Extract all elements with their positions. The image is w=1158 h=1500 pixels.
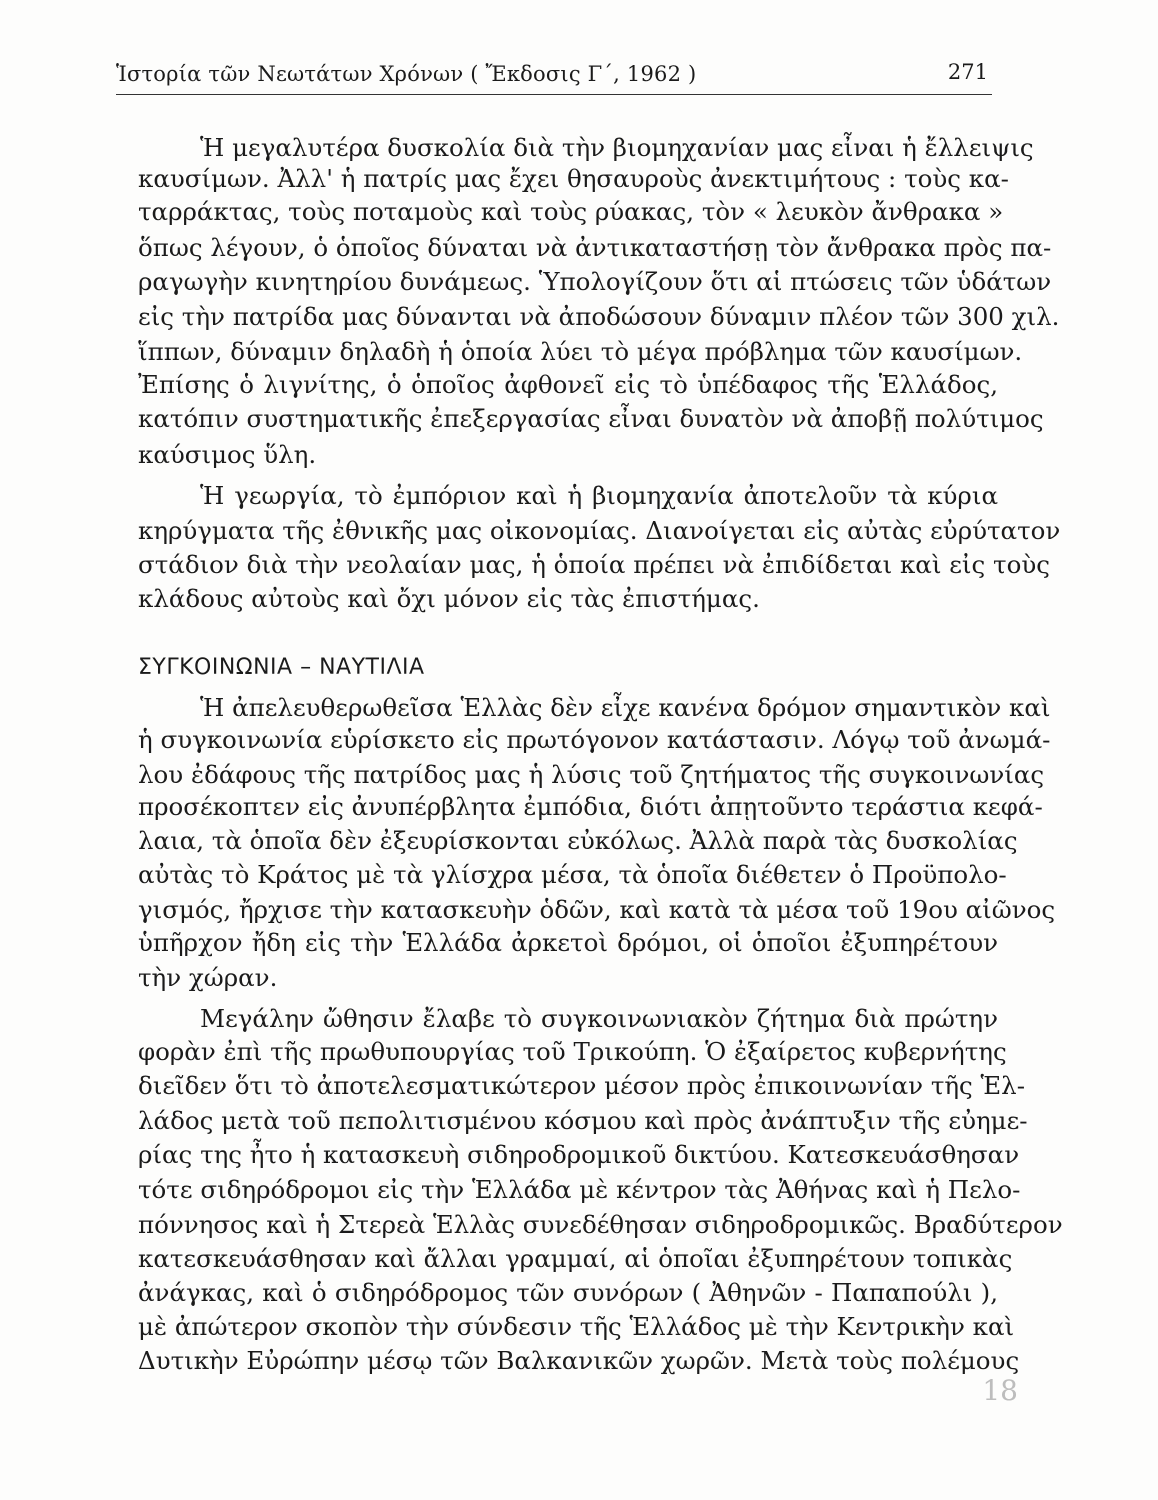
paragraph-line: ἵππων, δύναμιν δηλαδὴ ἡ ὁποία λύει τὸ μέγα πρόβλημα τῶν καυσίμων. bbox=[138, 337, 1023, 366]
section-heading: ΣΥΓΚΟΙΝΩΝΙΑ – ΝΑΥΤΙΛΙΑ bbox=[138, 655, 425, 680]
paragraph-line: πόννησος καὶ ἡ Στερεὰ Ἑλλὰς συνεδέθησαν σιδηροδρομικῶς. Βραδύτερον bbox=[138, 1210, 1063, 1239]
paragraph-line: κατεσκευάσθησαν καὶ ἄλλαι γραμμαί, αἱ ὁποῖαι ἐξυπηρέτουν τοπικὰς bbox=[138, 1244, 1013, 1273]
header-rule bbox=[116, 94, 992, 95]
paragraph-line: Ἐπίσης ὁ λιγνίτης, ὁ ὁποῖος ἀφθονεῖ εἰς τὸ ὑπέδαφος τῆς Ἑλλάδος, bbox=[138, 370, 998, 399]
paragraph-line: προσέκοπτεν εἰς ἀνυπέρβλητα ἐμπόδια, διότι ἀπῃτοῦντο τεράστια κεφά- bbox=[138, 792, 1043, 821]
paragraph-line: Μεγάλην ὤθησιν ἔλαβε τὸ συγκοινωνιακὸν ζήτημα διὰ πρώτην bbox=[200, 1004, 998, 1033]
running-title: Ἱστορία τῶν Νεωτάτων Χρόνων ( Ἔκδοσις Γ΄, 1962 ) bbox=[116, 62, 697, 86]
paragraph-line: ραγωγὴν κινητηρίου δυνάμεως. Ὑπολογίζουν ὅτι αἱ πτώσεις τῶν ὑδάτων bbox=[138, 267, 1052, 296]
paragraph-line: στάδιον διὰ τὴν νεολαίαν μας, ἡ ὁποία πρέπει νὰ ἐπιδίδεται καὶ εἰς τοὺς bbox=[138, 550, 1050, 579]
paragraph-line: διεῖδεν ὅτι τὸ ἀποτελεσματικώτερον μέσον πρὸς ἐπικοινωνίαν τῆς Ἑλ- bbox=[138, 1071, 1025, 1100]
paragraph-line: καύσιμος ὕλη. bbox=[138, 440, 317, 469]
paragraph-line: ἀνάγκας, καὶ ὁ σιδηρόδρομος τῶν συνόρων ( Ἀθηνῶν - Παπαπούλι ), bbox=[138, 1278, 998, 1307]
paragraph-line: κατόπιν συστηματικῆς ἐπεξεργασίας εἶναι δυνατὸν νὰ ἀποβῇ πολύτιμος bbox=[138, 404, 1044, 433]
paragraph-line: ὑπῆρχον ἤδη εἰς τὴν Ἑλλάδα ἀρκετοὶ δρόμοι, οἱ ὁποῖοι ἐξυπηρέτουν bbox=[138, 928, 998, 957]
paragraph-line: τότε σιδηρόδρομοι εἰς τὴν Ἑλλάδα μὲ κέντρον τὰς Ἀθήνας καὶ ἡ Πελο- bbox=[138, 1175, 1021, 1204]
paragraph-line: καυσίμων. Ἀλλ' ἡ πατρίς μας ἔχει θησαυροὺς ἀνεκτιμήτους : τοὺς κα- bbox=[138, 164, 1009, 193]
paragraph-line: ρίας της ἦτο ἡ κατασκευὴ σιδηροδρομικοῦ δικτύου. Κατεσκευάσθησαν bbox=[138, 1140, 1020, 1169]
paragraph-line: κλάδους αὐτοὺς καὶ ὄχι μόνον εἰς τὰς ἐπιστήμας. bbox=[138, 584, 760, 613]
paragraph-line: αὐτὰς τὸ Κράτος μὲ τὰ γλίσχρα μέσα, τὰ ὁποῖα διέθετεν ὁ Προϋπολο- bbox=[138, 860, 1007, 889]
paragraph-line: τὴν χώραν. bbox=[138, 963, 278, 992]
paragraph-line: λου ἐδάφους τῆς πατρίδος μας ἡ λύσις τοῦ ζητήματος τῆς συγκοινωνίας bbox=[138, 760, 1045, 789]
paragraph-line: Ἡ ἀπελευθερωθεῖσα Ἑλλὰς δὲν εἶχε κανένα δρόμον σημαντικὸν καὶ bbox=[200, 693, 1051, 722]
paragraph-line: μὲ ἀπώτερον σκοπὸν τὴν σύνδεσιν τῆς Ἑλλάδος μὲ τὴν Κεντρικὴν καὶ bbox=[138, 1312, 1015, 1341]
paragraph-line: γισμός, ἤρχισε τὴν κατασκευὴν ὁδῶν, καὶ κατὰ τὰ μέσα τοῦ 19ου αἰῶνος bbox=[138, 895, 1056, 924]
page-number: 271 bbox=[947, 60, 988, 84]
show-through-number: 18 bbox=[982, 1374, 1018, 1407]
paragraph-line: Ἡ γεωργία, τὸ ἐμπόριον καὶ ἡ βιομηχανία ἀποτελοῦν τὰ κύρια bbox=[200, 481, 998, 510]
paragraph-line: εἰς τὴν πατρίδα μας δύνανται νὰ ἀποδώσουν δύναμιν πλέον τῶν 300 χιλ. bbox=[138, 302, 1060, 331]
running-header bbox=[116, 58, 992, 94]
paragraph-line: ἡ συγκοινωνία εὑρίσκετο εἰς πρωτόγονον κατάστασιν. Λόγῳ τοῦ ἀνωμά- bbox=[138, 725, 1051, 754]
paragraph-line: λαια, τὰ ὁποῖα δὲν ἐξευρίσκονται εὐκόλως. Ἀλλὰ παρὰ τὰς δυσκολίας bbox=[138, 826, 1018, 855]
paragraph-line: Δυτικὴν Εὐρώπην μέσῳ τῶν Βαλκανικῶν χωρῶν. Μετὰ τοὺς πολέμους bbox=[138, 1346, 1020, 1375]
paragraph-line: Ἡ μεγαλυτέρα δυσκολία διὰ τὴν βιομηχανίαν μας εἶναι ἡ ἔλλειψις bbox=[200, 133, 1034, 162]
paragraph-line: λάδος μετὰ τοῦ πεπολιτισμένου κόσμου καὶ πρὸς ἀνάπτυξιν τῆς εὐημε- bbox=[138, 1106, 1028, 1135]
paragraph-line: ταρράκτας, τοὺς ποταμοὺς καὶ τοὺς ρύακας, τὸν « λευκὸν ἄνθρακα » bbox=[138, 197, 1004, 226]
paragraph-line: ὅπως λέγουν, ὁ ὁποῖος δύναται νὰ ἀντικαταστήσῃ τὸν ἄνθρακα πρὸς πα- bbox=[138, 233, 1052, 262]
paragraph-line: φορὰν ἐπὶ τῆς πρωθυπουργίας τοῦ Τρικούπη. Ὁ ἐξαίρετος κυβερνήτης bbox=[138, 1037, 1007, 1066]
paragraph-line: κηρύγματα τῆς ἐθνικῆς μας οἰκονομίας. Διανοίγεται εἰς αὐτὰς εὐρύτατον bbox=[138, 516, 1061, 545]
